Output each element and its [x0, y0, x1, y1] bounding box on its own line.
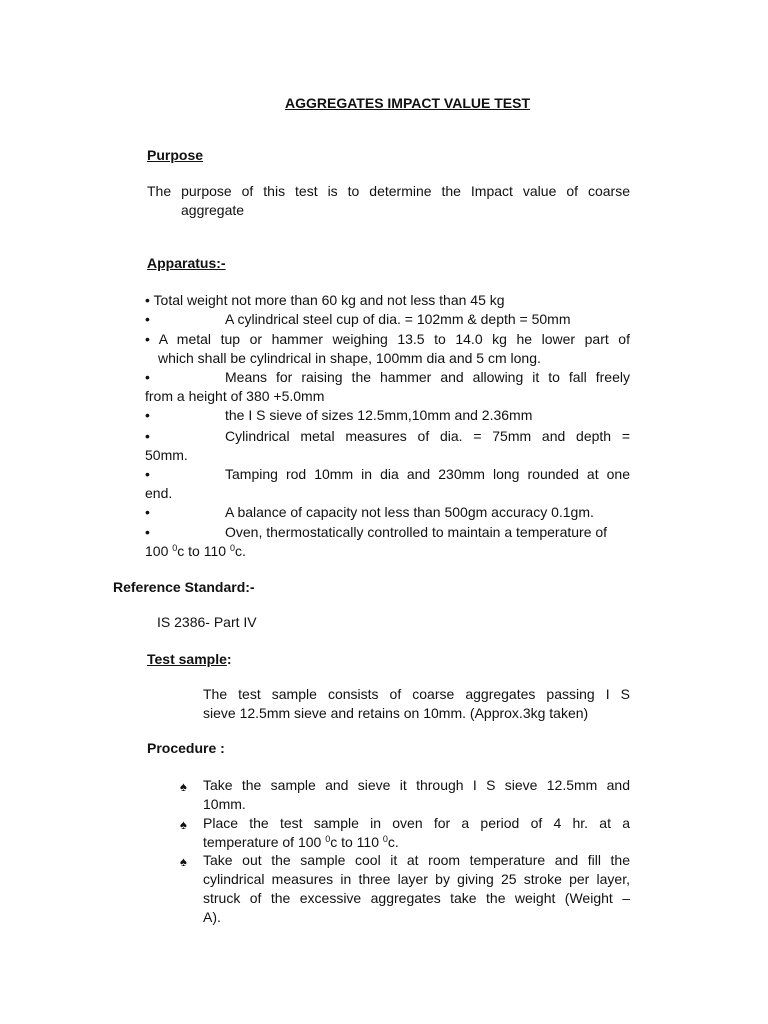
apparatus-item-3: [145, 330, 630, 368]
apparatus-item-4-text-line2: from a height of 380 +5.0mm: [145, 388, 325, 404]
purpose-heading: Purpose: [147, 147, 204, 163]
bullet-icon: •: [145, 369, 150, 385]
bullet-icon: •: [145, 504, 150, 520]
procedure-step-3-line3: struck of the excessive aggregates take the weight (Weight –: [203, 890, 630, 906]
procedure-step-3-line2: cylindrical measures in three layer by giving 25 stroke per layer,: [203, 871, 630, 887]
apparatus-item-9-text-line1: Oven, thermostatically controlled to maintain a temperature of: [225, 524, 608, 540]
apparatus-item-2-text: A cylindrical steel cup of dia. = 102mm & depth = 50mm: [225, 311, 571, 327]
procedure-step-3-line4: A).: [203, 909, 221, 925]
degree-superscript: 0: [229, 543, 235, 553]
apparatus-item-6-text-line2: 50mm.: [145, 447, 188, 463]
bullet-icon: •: [145, 292, 150, 308]
procedure-step-2-line2: [203, 833, 630, 852]
degree-superscript: 0: [325, 834, 331, 844]
apparatus-item-7-text-line2: end.: [145, 485, 173, 501]
bullet-icon: •: [145, 407, 150, 423]
temp-high-value: c to 110: [177, 543, 230, 559]
apparatus-item-9-text-line2: [145, 542, 637, 561]
spade-bullet-icon: ♠: [180, 817, 187, 832]
bullet-icon: •: [145, 311, 150, 327]
procedure-heading: Procedure :: [147, 740, 225, 756]
apparatus-item-8-text: A balance of capacity not less than 500gm accuracy 0.1gm.: [225, 504, 594, 520]
apparatus-heading: Apparatus:-: [147, 255, 226, 271]
apparatus-item-7-text-line1: Tamping rod 10mm in dia and 230mm long rounded at one: [225, 466, 630, 482]
procedure-step-3-line1: Take out the sample cool it at room temperature and fill the: [203, 852, 630, 868]
degree-superscript: 0: [382, 834, 388, 844]
apparatus-item-4-text-line1: Means for raising the hammer and allowing it to fall freely: [225, 369, 630, 385]
apparatus-item-6-text-line1: Cylindrical metal measures of dia. = 75mm and depth =: [225, 428, 630, 444]
procedure-step-1-line2: 10mm.: [203, 796, 246, 812]
bullet-icon: •: [145, 428, 150, 444]
bullet-icon: •: [145, 331, 150, 347]
bullet-icon: •: [145, 524, 150, 540]
apparatus-item-1: [145, 291, 505, 310]
bullet-icon: •: [145, 466, 150, 482]
procedure-step-2-line1: Place the test sample in oven for a period of 4 hr. at a: [203, 815, 630, 831]
test-sample-heading: [147, 650, 232, 669]
spade-bullet-icon: ♠: [180, 779, 187, 794]
temp-low-value: temperature of 100: [203, 834, 326, 850]
degree-superscript: 0: [172, 543, 178, 553]
apparatus-item-4: [145, 368, 630, 406]
temp-unit: c.: [234, 543, 246, 559]
apparatus-item-6: [145, 427, 630, 465]
apparatus-item-5-text: the I S sieve of sizes 12.5mm,10mm and 2.36mm: [225, 407, 533, 423]
page-title: AGGREGATES IMPACT VALUE TEST: [285, 95, 531, 111]
reference-value: IS 2386- Part IV: [157, 614, 257, 630]
procedure-step-1-line1: Take the sample and sieve it through I S sieve 12.5mm and: [203, 777, 630, 793]
test-sample-heading-colon: :: [226, 651, 232, 667]
apparatus-item-7: [145, 465, 630, 503]
apparatus-item-3-text-line1: A metal tup or hammer weighing 13.5 to 14.0 kg he lower part of: [158, 331, 630, 347]
purpose-text-line2: aggregate: [181, 202, 245, 218]
temp-low-value: 100: [145, 543, 173, 559]
purpose-text-line1: The purpose of this test is to determine the Impact value of coarse: [147, 183, 630, 199]
test-sample-heading-label: Test sample: [147, 651, 227, 667]
temp-high-value: c to 110: [330, 834, 383, 850]
apparatus-item-3-text-line2: which shall be cylindrical in shape, 100mm dia and 5 cm long.: [158, 350, 541, 366]
test-sample-text-line1: The test sample consists of coarse aggregates passing I S: [203, 686, 630, 702]
procedure-step-3: [203, 851, 630, 927]
procedure-step-2: [203, 814, 630, 852]
spade-bullet-icon: ♠: [180, 854, 187, 869]
apparatus-item-1-text: Total weight not more than 60 kg and not less than 45 kg: [153, 292, 505, 308]
apparatus-item-9: [145, 523, 637, 561]
procedure-step-1: [203, 776, 630, 814]
temp-unit: c.: [387, 834, 399, 850]
reference-heading: Reference Standard:-: [113, 579, 255, 595]
test-sample-text-line2: sieve 12.5mm sieve and retains on 10mm. (Approx.3kg taken): [203, 705, 589, 721]
